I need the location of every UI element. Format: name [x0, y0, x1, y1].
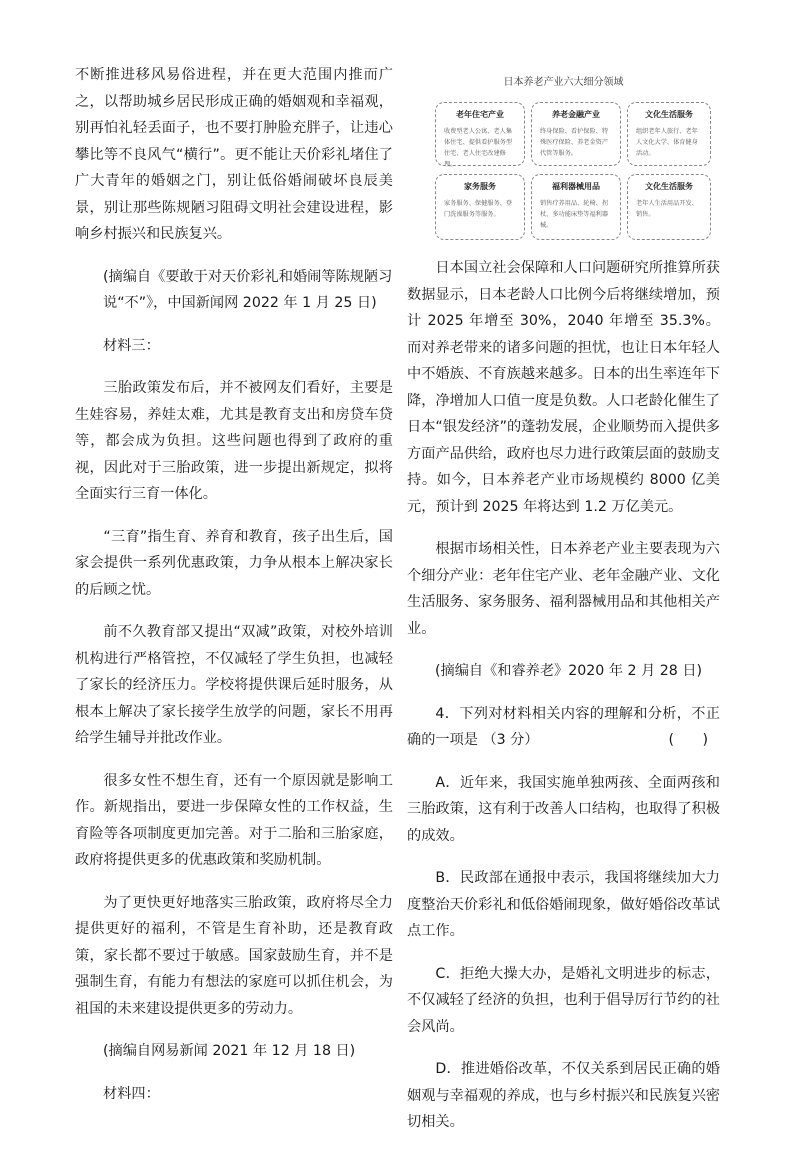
figure-title: 日本养老产业六大细分领域: [503, 77, 624, 88]
paragraph-continued: 不断推进移风易俗进程，并在更大范围内推而广之，以帮助城乡居民形成正确的婚姻观和幸福观，别再怕礼轻丢面子，也不要打肿脸充胖子，让违心攀比等不良风气“横行”。更不能让天价彩礼堵住了广大青年的婚姻之门，别让低俗婚闹破坏良辰美景，别让那些陈规陋习阻碍文明社会建设进程，影响乡村振兴和民族复兴。: [75, 67, 393, 242]
answer-blank: ( ): [668, 732, 708, 748]
paragraph-welfare: 为了更快更好地落实三胎政策，政府将尽全力提供更好的福利，不管是生育补助，还是教育政策，家长都不要过于敏感。国家鼓励生育，并不是强制生育，有能力有想法的家庭可以抓住机会，为祖国的未来建设提供更多的劳动力。: [75, 894, 393, 1017]
paragraph-women-work: 很多女性不想生育，还有一个原因就是影响工作。新规指出，要进一步保障女性的工作权益，生育险等各项制度更加完善。对于二胎和三胎家庭，政府将提供更多的优惠政策和奖励机制。: [75, 772, 393, 868]
option-b: B．民政部在通报中表示，我国将继续加大力度整治天价彩礼和低俗婚闹现象，做好婚俗改革试点工作。: [407, 870, 720, 939]
industry-figure: [407, 62, 720, 247]
question-4-text: 4．下列对材料相关内容的理解和分析，不正确的一项是 （3 分）: [407, 705, 720, 748]
left-column: [75, 62, 393, 1123]
box-title: 养老金融产业: [552, 110, 600, 119]
paragraph-three-yu: “三育”指生育、养育和教育，孩子出生后，国家会提供一系列优惠政策，力争从根本上解决家长的后顾之忧。: [75, 528, 393, 598]
source-citation-2: (摘编自网易新闻 2021 年 12 月 18 日): [103, 1043, 356, 1059]
figure-box: [435, 174, 525, 240]
box-title: 老年住宅产业: [456, 110, 504, 119]
paragraph-six-industries: 根据市场相关性，日本养老产业主要表现为六个细分产业：老年住宅产业、老年金融产业、文化生活服务、家务服务、福利器械用品和其他相关产业。: [407, 541, 720, 637]
box-text: 销售疗养用品、轮椅、拐杖、多功能床垫等福利器械。: [540, 200, 609, 229]
right-column: [407, 62, 720, 1152]
source-citation-1: (摘编自《要敢于对天价彩礼和婚闹等陈规陋习说“不”》，中国新闻网 2022 年 1 月 25 日): [103, 268, 393, 311]
figure-box: [435, 102, 525, 166]
box-title: 文化生活服务: [645, 110, 693, 119]
paragraph-double-reduction: 前不久教育部又提出“双减”政策，对校外培训机构进行严格管控，不仅减轻了学生负担，也减轻了家长的经济压力。学校将提供课后延时服务，从根本上解决了家长接学生放学的问题，家长不用再给学生辅导并批改作业。: [75, 624, 393, 746]
figure-box: [531, 174, 621, 240]
figure-box: [531, 102, 621, 166]
box-text: 组织老年人旅行、老年人文化大学、体育健身活动。: [636, 128, 698, 157]
box-text: 家务服务、保健服务、登门洗澡服务等服务。: [444, 200, 513, 218]
figure-box: [627, 102, 711, 166]
paragraph-japan-aging: 日本国立社会保障和人口问题研究所推算所获数据显示，日本老龄人口比例今后将继续增加，预计 2025 年增至 30%，2040 年增至 35.3%。而对养老带来的诸多问题的担忧，也让日本年轻人中不婚族、不育族越来越多。日本的出生率连年下降，净增加人口值一度是负数。人口老龄化催生了日本“银发经济”的蓬勃发展，企业顺势而入提供多方面产品供给，政府也尽力进行政策层面的鼓励支持。如今，日本养老产业市场规模约 8000 亿美元，预计到 2025 年将达到 1.2 万亿美元。: [407, 260, 720, 515]
box-title: 福利器械用品: [552, 182, 600, 191]
box-title: 家务服务: [464, 182, 496, 191]
box-text: 收费型老人公寓、老人集体住宅、提供看护服务型住宅、老人住宅改建修理。: [444, 128, 513, 168]
box-text: 老年人生活用品开发、销售。: [636, 200, 698, 218]
paragraph-three-child-policy: 三胎政策发布后，并不被网友们看好，主要是生娃容易，养娃太难，尤其是教育支出和房贷车贷等，都会成为负担。这些问题也得到了政府的重视，因此对于三胎政策，进一步提出新规定，拟将全面实行三育一体化。: [75, 380, 393, 502]
box-title: 文化生活服务: [645, 182, 693, 191]
material-four-label: 材料四：: [103, 1085, 160, 1102]
option-c: C．拒绝大操大办，是婚礼文明进步的标志，不仅减轻了经济的负担，也利于倡导厉行节约的社会风尚。: [407, 965, 720, 1035]
material-three-label: 材料三：: [103, 337, 160, 354]
figure-box: [627, 174, 711, 240]
question-4-stem: [407, 701, 720, 754]
box-text: 终身保险、看护保险、特殊医疗保险、养老金资产代管等服务。: [540, 128, 609, 157]
option-d: D．推进婚俗改革，不仅关系到居民正确的婚姻观与幸福观的养成，也与乡村振兴和民族复兴密切相关。: [407, 1061, 720, 1130]
source-citation-3: (摘编自《和睿养老》2020 年 2 月 28 日): [435, 663, 703, 679]
option-a: A．近年来，我国实施单独两孩、全面两孩和三胎政策，这有利于改善人口结构，也取得了积极的成效。: [407, 774, 720, 844]
